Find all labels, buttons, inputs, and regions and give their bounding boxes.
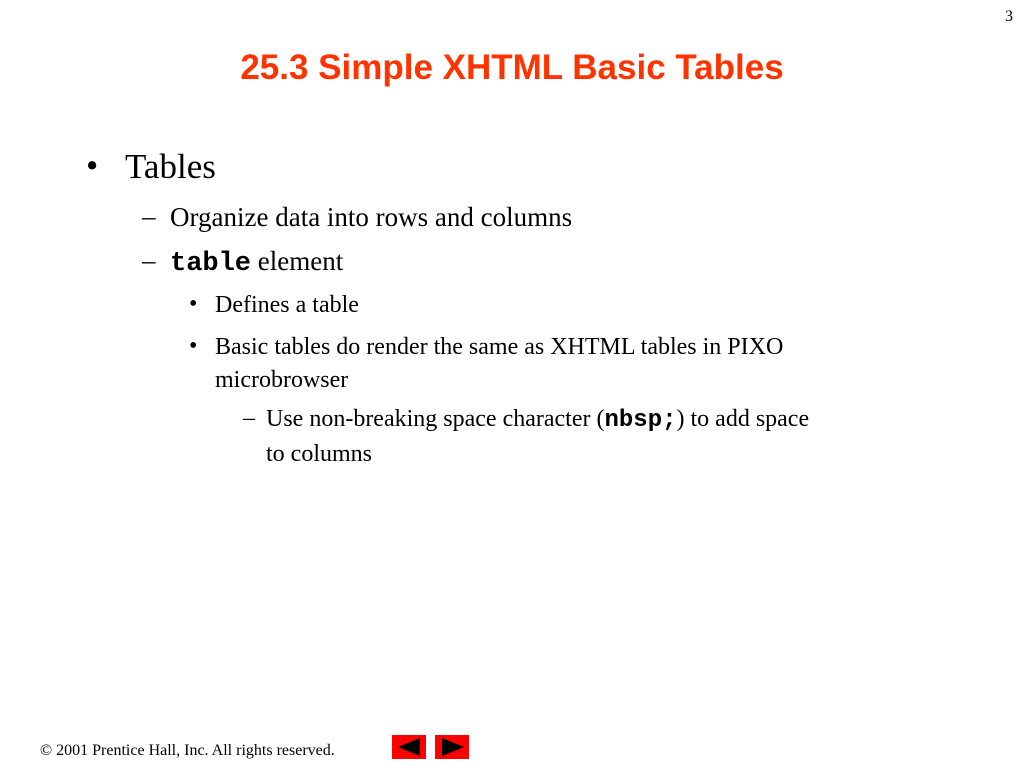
bullet-tables: Tables (125, 147, 216, 186)
next-slide-button[interactable] (435, 735, 469, 759)
bullet-nbsp-pre: Use non-breaking space character ( (266, 406, 605, 432)
bullet-organize: Organize data into rows and columns (170, 202, 573, 232)
bullet-defines: Defines a table (215, 292, 359, 318)
bullet-marker: • (86, 146, 99, 185)
code-nbsp: nbsp; (604, 407, 677, 434)
slide-title: 25.3 Simple XHTML Basic Tables (240, 48, 784, 87)
right-triangle-icon (442, 738, 464, 756)
footer-copyright: © 2001 Prentice Hall, Inc. All rights reserved. (40, 742, 335, 759)
bullet-basic-line2: microbrowser (215, 367, 349, 393)
previous-slide-button[interactable] (392, 735, 426, 759)
dash-marker: – (142, 201, 156, 231)
bullet-nbsp-post: ) to add space (676, 406, 810, 432)
dash-marker: – (142, 245, 156, 275)
bullet-marker: • (189, 291, 198, 317)
page-number: 3 (1005, 8, 1013, 25)
bullet-table-element-text: element (251, 246, 344, 276)
bullet-table-element (170, 245, 343, 280)
code-table: table (170, 249, 252, 279)
bullet-nbsp-line1 (266, 405, 809, 436)
left-triangle-icon (398, 738, 420, 756)
bullet-marker: • (189, 333, 198, 359)
dash-marker: – (243, 405, 255, 431)
bullet-nbsp-line2: to columns (266, 441, 372, 467)
bullet-basic-line1: Basic tables do render the same as XHTML tables in PIXO (215, 334, 784, 360)
